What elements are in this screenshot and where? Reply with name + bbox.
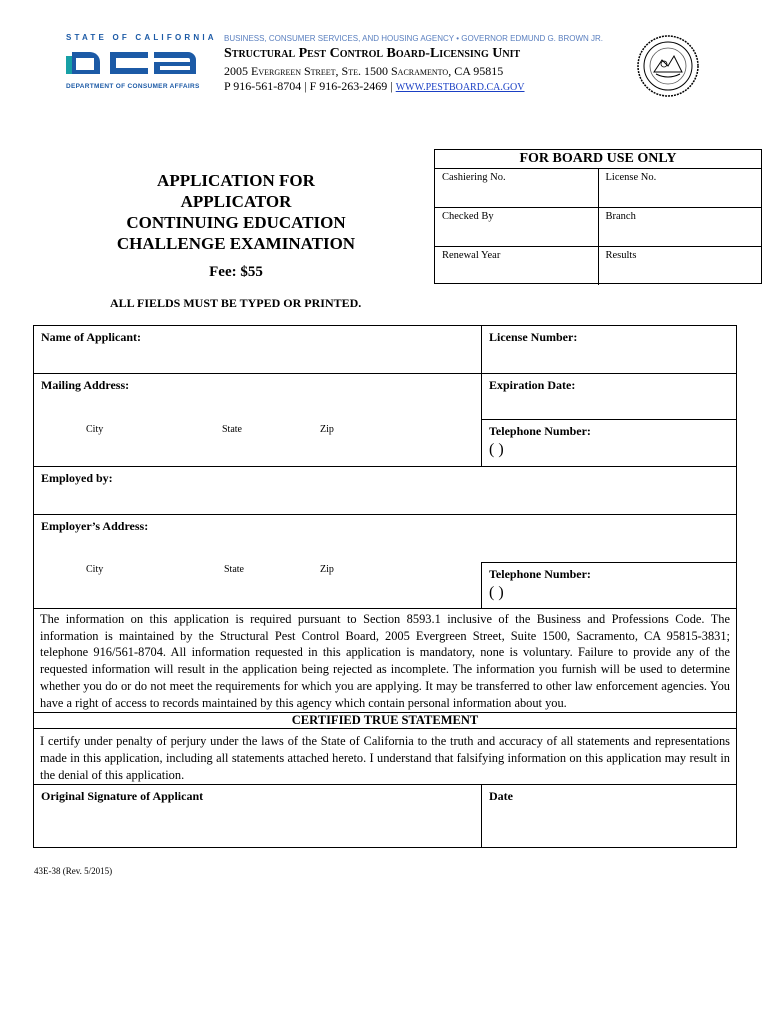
dca-logo — [66, 46, 206, 78]
state-label: State — [224, 564, 244, 575]
certification-text: I certify under penalty of perjury under the laws of the State of California to the truth and accuracy of all statements and representations made in this application, including all statements attached hereto. I understand that falsifying information on this application may result in the denial of this application. — [40, 734, 730, 782]
license-number-label: License Number: — [489, 330, 578, 344]
mailing-address-label: Mailing Address: — [41, 378, 130, 392]
employer-address-label: Employer’s Address: — [41, 519, 149, 533]
certified-statement-title: CERTIFIED TRUE STATEMENT — [291, 713, 479, 728]
title-line: CONTINUING EDUCATION — [126, 213, 346, 232]
agency-line: BUSINESS, CONSUMER SERVICES, AND HOUSING AGENCY • GOVERNOR EDMUND G. BROWN JR. — [224, 34, 604, 43]
signature-field[interactable] — [34, 785, 482, 847]
signature-label: Original Signature of Applicant — [41, 789, 204, 804]
employed-by-field[interactable] — [34, 467, 736, 514]
employer-telephone-field[interactable] — [482, 562, 736, 608]
logo-state-text: STATE OF CALIFORNIA — [66, 33, 217, 42]
application-form — [33, 325, 737, 848]
state-seal-icon — [636, 34, 700, 98]
results-field: Results — [598, 247, 762, 285]
board-use-row — [435, 247, 761, 285]
board-phone — [224, 79, 525, 94]
privacy-notice: The information on this application is required pursuant to Section 8593.1 inclusive of the Business and Professions Code. The information is maintained by the Structural Pest Control Board, 2005 Evergreen Street, Suite 1500, Sacramento, CA 95815-3831; telephone 916/561-8704. All information requested in this application is mandatory, none is voluntary. Failure to provide any of the requested information will result in the application being rejected as incomplete. The information you furnish will be used to determine whether you do or do not meet the requirements for which you are applying. It may be transferred to other law enforcement agencies. You have a right of access to records maintained by this agency which contain personal information about you. — [40, 612, 730, 710]
branch-field: Branch — [598, 208, 762, 246]
checked-by-field: Checked By — [442, 211, 494, 222]
expiration-date-label: Expiration Date: — [489, 378, 576, 392]
logo-department-text: DEPARTMENT OF CONSUMER AFFAIRS — [66, 83, 200, 90]
mailing-address-field[interactable] — [34, 374, 482, 466]
employer-address-field[interactable] — [34, 515, 736, 562]
license-number-field[interactable] — [482, 326, 736, 373]
instructions: ALL FIELDS MUST BE TYPED OR PRINTED. — [110, 296, 362, 310]
form-revision: 43E-38 (Rev. 5/2015) — [34, 866, 113, 876]
renewal-year-field: Renewal Year — [442, 250, 501, 261]
title-line: APPLICATOR — [180, 192, 292, 211]
employed-by-label: Employed by: — [41, 471, 113, 485]
applicant-name-field[interactable] — [34, 326, 482, 373]
title-line: CHALLENGE EXAMINATION — [116, 234, 356, 253]
board-address: 2005 Evergreen Street, Ste. 1500 Sacramento, CA 95815 — [224, 64, 504, 78]
city-label: City — [86, 564, 104, 575]
phone-fax-text: P 916-561-8704 | F 916-263-2469 | — [224, 79, 396, 93]
employer-city-state-zip[interactable] — [34, 562, 482, 608]
city-label: City — [86, 424, 104, 435]
date-field[interactable] — [482, 785, 736, 847]
date-label: Date — [489, 789, 513, 804]
board-use-row — [435, 169, 761, 208]
fee-amount: Fee: $55 — [209, 264, 263, 280]
board-use-row — [435, 208, 761, 247]
area-code-parens: ( ) — [489, 584, 504, 601]
telephone-label: Telephone Number: — [489, 424, 591, 438]
board-use-table — [434, 149, 762, 284]
telephone-field[interactable] — [482, 420, 736, 466]
website-link[interactable]: WWW.PESTBOARD.CA.GOV — [395, 82, 525, 93]
expiration-date-field[interactable] — [482, 374, 736, 420]
zip-label: Zip — [320, 424, 334, 435]
board-use-title: FOR BOARD USE ONLY — [435, 150, 761, 169]
title-line: APPLICATION FOR — [157, 171, 315, 190]
license-no-field: License No. — [598, 169, 762, 207]
state-label: State — [222, 424, 242, 435]
cashiering-no-field: Cashiering No. — [442, 172, 506, 183]
zip-label: Zip — [320, 564, 334, 575]
board-name: Structural Pest Control Board-Licensing Unit — [224, 46, 521, 61]
applicant-name-label: Name of Applicant: — [41, 330, 141, 344]
form-title — [100, 170, 372, 254]
area-code-parens: ( ) — [489, 441, 504, 458]
telephone-label: Telephone Number: — [489, 567, 591, 581]
